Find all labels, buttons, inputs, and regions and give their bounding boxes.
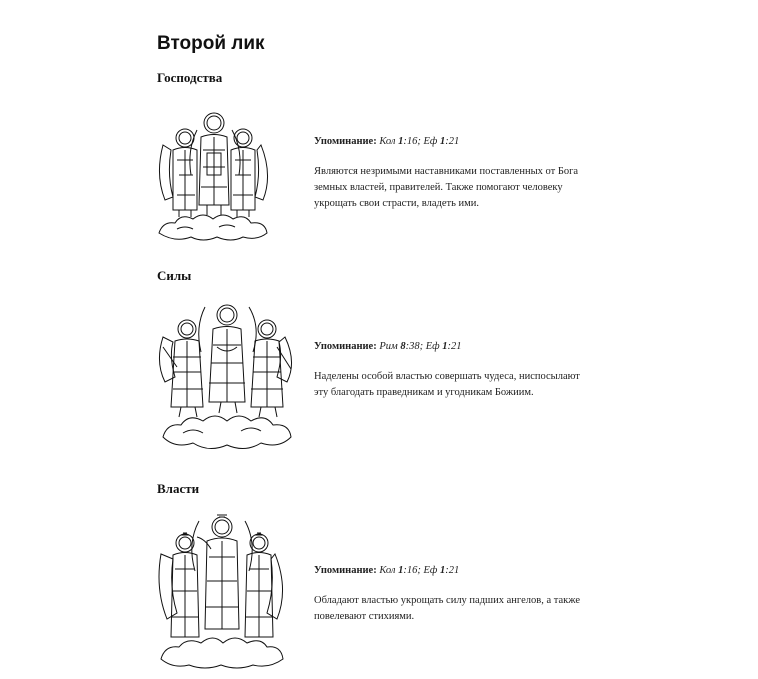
section-description: Обладают властью укрощать силу падших ангелов, а также повелевают стихиями. — [314, 595, 580, 622]
mention-line — [314, 339, 584, 355]
dominions-illustration — [157, 105, 272, 242]
authorities-illustration — [157, 509, 287, 669]
page-title: Второй лик — [157, 33, 265, 54]
powers-illustration — [157, 297, 297, 455]
section-description: Являются незримыми наставниками поставленных от Бога земных властей, правителей. Также помогают человеку укрощать свои страсти, владеть ими. — [314, 166, 579, 209]
scripture-reference: Рим 8:38; Еф 1:21 — [379, 341, 462, 352]
scripture-reference: Кол 1:16; Еф 1:21 — [379, 565, 460, 576]
section-text-sily — [314, 339, 584, 401]
section-heading-gospodstva: Господства — [157, 70, 223, 85]
mention-line — [314, 134, 584, 150]
section-heading-vlasti: Власти — [157, 481, 200, 496]
section-text-gospodstva — [314, 134, 584, 212]
section-heading-sily: Силы — [157, 268, 192, 283]
section-description: Наделены особой властью совершать чудеса, ниспосылают эту благодать праведникам и угодникам Божиим. — [314, 371, 580, 398]
mention-label: Упоминание: — [314, 136, 377, 147]
mention-label: Упоминание: — [314, 341, 377, 352]
section-text-vlasti — [314, 563, 584, 625]
scripture-reference: Кол 1:16; Еф 1:21 — [379, 136, 460, 147]
mention-label: Упоминание: — [314, 565, 377, 576]
mention-line — [314, 563, 584, 579]
